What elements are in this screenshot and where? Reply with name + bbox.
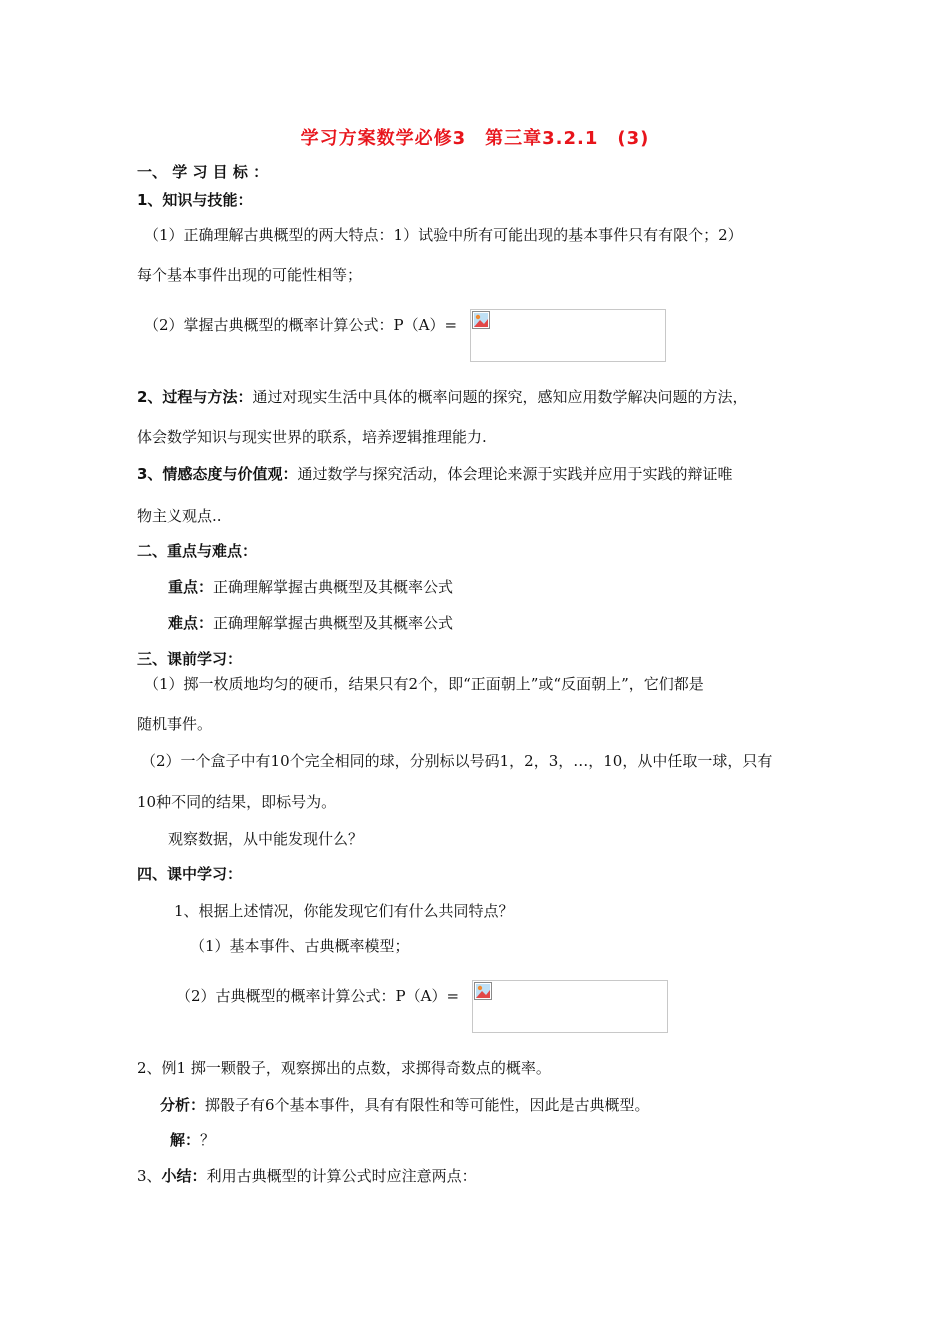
analysis-text: 掷骰子有6个基本事件，具有有限性和等可能性，因此是古典概型。 xyxy=(205,1096,650,1114)
section-1-heading: 一、 学 习 目 标 ： xyxy=(137,163,269,181)
section-2-heading: 二、重点与难点： xyxy=(137,542,258,560)
broken-image-icon xyxy=(474,982,492,1000)
solution-text: ？ xyxy=(200,1131,216,1149)
pre-study-item-1-line-1: （1）掷一枚质地均匀的硬币，结果只有2个，即“正面朝上”或“反面朝上”，它们都是 xyxy=(144,675,704,693)
in-class-question-1: 1、根据上述情况，你能发现它们有什么共同特点？ xyxy=(174,902,514,920)
solution xyxy=(170,1130,215,1150)
analysis xyxy=(160,1095,650,1115)
summary-prefix: 3、 xyxy=(137,1167,162,1185)
summary-text: 利用古典概型的计算公式时应注意两点： xyxy=(206,1167,477,1185)
process-method xyxy=(137,387,747,407)
formula-image-1 xyxy=(470,309,666,362)
section-4-heading: 四、课中学习： xyxy=(137,865,243,883)
section-3-heading: 三、课前学习： xyxy=(137,650,243,668)
in-class-answer-2: （2）古典概型的概率计算公式：P（A）= xyxy=(176,987,460,1005)
knowledge-item-1-line-1: （1）正确理解古典概型的两大特点：1）试验中所有可能出现的基本事件只有有限个；2） xyxy=(144,226,743,244)
process-method-text: 通过对现实生活中具体的概率问题的探究，感知应用数学解决问题的方法， xyxy=(252,388,748,406)
key-point xyxy=(168,577,453,597)
key-point-text: 正确理解掌握古典概型及其概率公式 xyxy=(213,578,454,596)
formula-image-2 xyxy=(472,980,668,1033)
broken-image-icon xyxy=(472,311,490,329)
emotion-values-label: 3、情感态度与价值观： xyxy=(137,465,298,483)
analysis-label: 分析： xyxy=(160,1096,206,1114)
observe-question: 观察数据，从中能发现什么？ xyxy=(168,830,364,848)
pre-study-item-2-line-2: 10种不同的结果，即标号为。 xyxy=(137,793,337,811)
knowledge-item-2: （2）掌握古典概型的概率计算公式：P（A）= xyxy=(144,316,458,334)
difficult-point-label: 难点： xyxy=(168,614,214,632)
document-title: 学习方案数学必修3 第三章3.2.1 (3) xyxy=(300,128,650,149)
pre-study-item-2-line-1: （2）一个盒子中有10个完全相同的球，分别标以号码1，2，3，…，10，从中任取一球，只有 xyxy=(141,752,773,770)
knowledge-item-1-line-2: 每个基本事件出现的可能性相等； xyxy=(137,266,363,284)
emotion-values-text: 通过数学与探究活动，体会理论来源于实践并应用于实践的辩证唯 xyxy=(297,465,733,483)
in-class-answer-1: （1）基本事件、古典概率模型； xyxy=(190,937,410,955)
pre-study-item-1-line-2: 随机事件。 xyxy=(137,715,213,733)
key-point-label: 重点： xyxy=(168,578,214,596)
knowledge-skills-label: 1、知识与技能： xyxy=(137,191,253,209)
difficult-point xyxy=(168,613,453,633)
process-method-label: 2、过程与方法： xyxy=(137,388,253,406)
emotion-values-line-2: 物主义观点.. xyxy=(137,507,222,525)
summary-label: 小结： xyxy=(161,1167,207,1185)
difficult-point-text: 正确理解掌握古典概型及其概率公式 xyxy=(213,614,454,632)
example-1: 2、例1 掷一颗骰子，观察掷出的点数，求掷得奇数点的概率。 xyxy=(137,1059,551,1077)
process-method-line-2: 体会数学知识与现实世界的联系，培养逻辑推理能力. xyxy=(137,428,487,446)
emotion-values xyxy=(137,464,732,484)
summary xyxy=(137,1166,477,1186)
solution-label: 解： xyxy=(170,1131,201,1149)
